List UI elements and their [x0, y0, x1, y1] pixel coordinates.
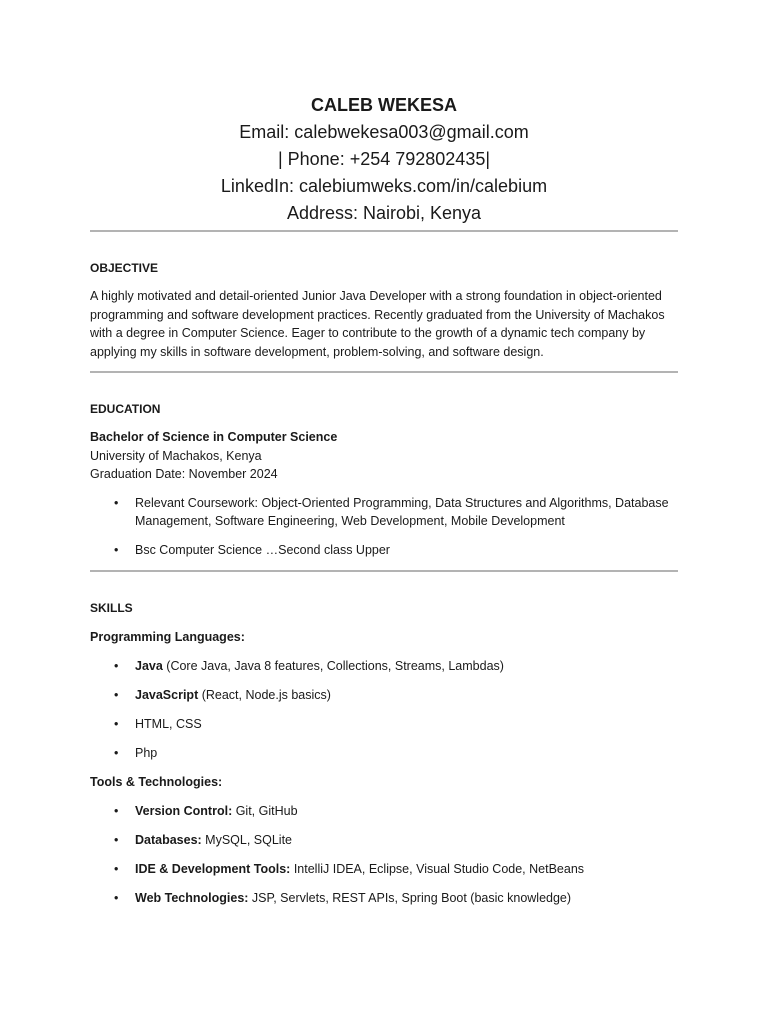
- objective-text: A highly motivated and detail-oriented Junior Java Developer with a strong foundation in object-oriented programming and software development practices. Recently graduated from the University of Machakos with a degree in Computer Science. Eager to contribute to the growth of a dynamic tech company by applying my skills in software development, problem-solving, and software design.: [90, 289, 665, 359]
- list-item: [90, 686, 678, 705]
- tool-category: Web Technologies:: [135, 891, 249, 905]
- bullet-icon: •: [114, 804, 119, 818]
- phone-line: | Phone: +254 792802435|: [277, 149, 491, 169]
- linkedin-line: LinkedIn: calebiumweks.com/in/calebium: [220, 176, 548, 196]
- bullet-icon: •: [114, 745, 119, 760]
- skill-detail: (Core Java, Java 8 features, Collections, Streams, Lambdas): [162, 658, 504, 673]
- bullet-icon: •: [114, 862, 119, 876]
- objective-section: [90, 232, 678, 361]
- skills-heading: SKILLS: [90, 601, 133, 615]
- tool-category: IDE & Development Tools:: [135, 862, 291, 876]
- tool-detail: MySQL, SQLite: [201, 833, 293, 847]
- skill-detail: (React, Node.js basics): [198, 687, 331, 702]
- tool-detail: JSP, Servlets, REST APIs, Spring Boot (basic knowledge): [248, 891, 572, 905]
- list-item: [90, 494, 678, 531]
- programming-languages-list: [90, 657, 678, 763]
- education-section: [90, 373, 678, 559]
- bullet-icon: •: [114, 687, 119, 702]
- skill-name: Java: [135, 658, 163, 673]
- bullet-icon: •: [114, 833, 119, 847]
- education-heading: EDUCATION: [90, 402, 161, 416]
- email-line: Email: calebwekesa003@gmail.com: [239, 122, 529, 142]
- bullet-icon: •: [114, 891, 119, 905]
- tools-technologies-list: [90, 802, 678, 908]
- list-item: [90, 541, 678, 560]
- programming-languages-heading: Programming Languages:: [90, 630, 245, 644]
- tool-detail: Git, GitHub: [232, 804, 298, 818]
- list-item: [90, 831, 678, 850]
- list-item: [90, 715, 678, 734]
- skill-detail: HTML, CSS: [135, 716, 202, 731]
- tools-technologies-heading: Tools & Technologies:: [90, 774, 223, 789]
- skill-name: JavaScript: [135, 687, 199, 702]
- list-item: [90, 860, 678, 879]
- list-item: [90, 802, 678, 821]
- bullet-icon: •: [114, 495, 119, 510]
- tool-category: Databases:: [135, 833, 202, 847]
- institution-name: University of Machakos, Kenya: [90, 448, 262, 463]
- skills-section: [90, 572, 678, 908]
- objective-heading: OBJECTIVE: [90, 261, 159, 275]
- graduation-date: Graduation Date: November 2024: [90, 467, 278, 481]
- degree-title: Bachelor of Science in Computer Science: [90, 430, 338, 444]
- list-item: [90, 744, 678, 763]
- skill-detail: Php: [135, 745, 158, 760]
- tool-detail: IntelliJ IDEA, Eclipse, Visual Studio Code, NetBeans: [290, 862, 585, 876]
- bullet-icon: •: [114, 542, 119, 557]
- list-item: [90, 657, 678, 676]
- bullet-icon: •: [114, 658, 119, 673]
- resume-header: [90, 92, 678, 227]
- bullet-icon: •: [114, 716, 119, 731]
- degree-class-text: Bsc Computer Science …Second class Upper: [135, 542, 390, 557]
- tool-category: Version Control:: [135, 804, 233, 818]
- address-line: Address: Nairobi, Kenya: [286, 203, 482, 223]
- candidate-name: CALEB WEKESA: [310, 95, 457, 115]
- list-item: [90, 889, 678, 908]
- education-bullets: [90, 494, 678, 560]
- resume-page: [90, 92, 678, 908]
- coursework-text: Relevant Coursework: Object-Oriented Programming, Data Structures and Algorithms, Database Management, Software Engineering, Web Development, Mobile Development: [135, 495, 669, 528]
